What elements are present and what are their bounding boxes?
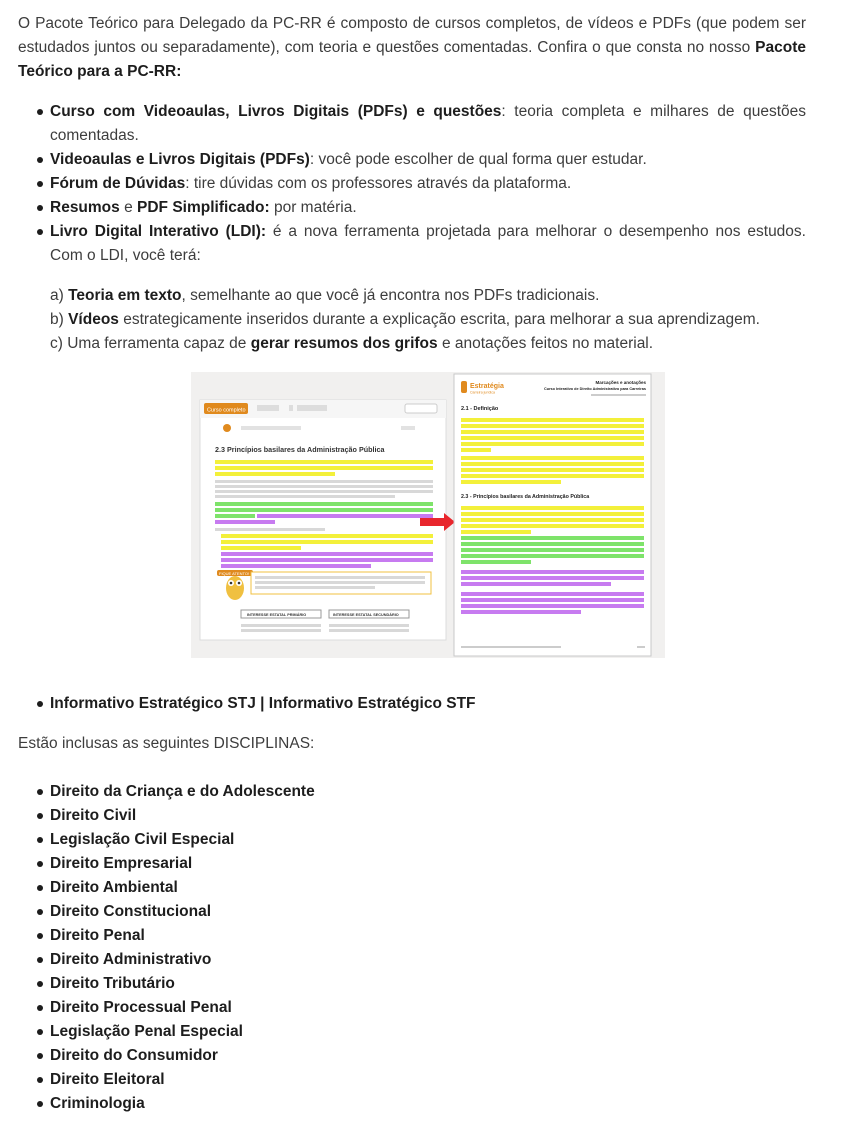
discipline-item: Direito Penal — [50, 924, 806, 948]
ldi-text: e anotações feitos no material. — [437, 335, 654, 352]
discipline-item: Direito Processual Penal — [50, 996, 806, 1020]
left-heading: 2.3 Princípios basilares da Administração Pública — [215, 445, 385, 454]
intro-bold: Pacote Teórico para a PC-RR: — [18, 39, 806, 80]
discipline-item: Direito da Criança e do Adolescente — [50, 780, 806, 804]
intro-text: O Pacote Teórico para Delegado da PC-RR é composto de cursos completos, de vídeos e PDFs (que podem ser estudados juntos ou separadamente), com teoria e questões comentadas. Confira o que consta no nosso — [18, 15, 806, 56]
ldi-item — [50, 284, 806, 308]
right-section-1: 2.1 - Definição — [461, 406, 499, 412]
discipline-item: Direito Constitucional — [50, 900, 806, 924]
left-box-right-label: INTERESSE ESTATAL SECUNDÁRIO — [333, 613, 399, 617]
feature-text: e — [119, 199, 138, 216]
play-icon — [223, 424, 231, 432]
intro-paragraph — [18, 12, 806, 84]
right-header-sub: Curso Interativo de Direito Administrativo para Carreiras — [544, 387, 646, 391]
discipline-item: Legislação Civil Especial — [50, 828, 806, 852]
discipline-item: Direito Ambiental — [50, 876, 806, 900]
feature-text: é a nova ferramenta projetada para melhorar o desempenho nos estudos. Com o LDI, você terá: — [50, 223, 806, 264]
discipline-item: Criminologia — [50, 1092, 806, 1116]
info-item — [50, 692, 806, 716]
feature-item — [50, 220, 806, 268]
ldi-text: estrategicamente inseridos durante a explicação escrita, para melhorar a sua aprendizagem. — [118, 311, 760, 328]
fique-atento-label: FIQUE ATENTO! — [219, 571, 250, 576]
features-list — [18, 100, 806, 268]
feature-bold: Fórum de Dúvidas — [50, 175, 186, 192]
discipline-item: Legislação Penal Especial — [50, 1020, 806, 1044]
ldi-sublist — [50, 284, 806, 356]
feature-text: : você pode escolher de qual forma quer estudar. — [309, 151, 647, 168]
discipline-item: Direito Civil — [50, 804, 806, 828]
feature-text: : teoria completa e milhares de questões comentadas. — [50, 103, 806, 144]
discipline-item: Direito Eleitoral — [50, 1068, 806, 1092]
feature-item — [50, 172, 806, 196]
feature-bold: Resumos — [50, 199, 120, 216]
ldi-screenshot-figure — [191, 372, 665, 658]
ldi-item — [50, 308, 806, 332]
ldi-screenshot-svg — [191, 372, 665, 658]
disciplines-list — [18, 780, 806, 1116]
feature-text: por matéria. — [269, 199, 357, 216]
right-section-2: 2.3 - Princípios basilares da Administração Pública — [461, 494, 590, 500]
feature-text: : tire dúvidas com os professores através da plataforma. — [185, 175, 572, 192]
feature-bold: PDF Simplificado: — [137, 199, 270, 216]
brand-sub: Carreira jurídica — [470, 390, 495, 395]
left-box-left-label: INTERESSE ESTATAL PRIMÁRIO — [247, 613, 307, 617]
ldi-bold: Teoria em texto — [68, 287, 182, 304]
ldi-prefix: b) — [50, 311, 69, 328]
ldi-prefix: a) — [50, 287, 69, 304]
feature-item — [50, 148, 806, 172]
feature-bold: Curso com Videoaulas, Livros Digitais (PDFs) e questões — [50, 103, 502, 120]
discipline-item: Direito Administrativo — [50, 948, 806, 972]
disciplines-intro: Estão inclusas as seguintes DISCIPLINAS: — [18, 735, 315, 752]
discipline-item: Direito Empresarial — [50, 852, 806, 876]
right-header-title: Marcações e anotações — [595, 380, 646, 385]
info-list — [18, 692, 806, 716]
ldi-text: , semelhante ao que você já encontra nos PDFs tradicionais. — [181, 287, 600, 304]
feature-item — [50, 196, 806, 220]
feature-item — [50, 100, 806, 148]
ldi-prefix: c) Uma ferramenta capaz de — [50, 335, 251, 352]
ldi-item — [50, 332, 806, 356]
info-item-label: Informativo Estratégico STJ | Informativo Estratégico STF — [50, 695, 476, 712]
brand-logo-icon — [461, 381, 467, 393]
ldi-bold: gerar resumos dos grifos — [250, 335, 438, 352]
brand-name: Estratégia — [470, 383, 504, 390]
ldi-bold: Vídeos — [68, 311, 119, 328]
left-tab-label: Curso completo — [207, 407, 246, 414]
feature-bold: Videoaulas e Livros Digitais (PDFs) — [50, 151, 310, 168]
discipline-item: Direito Tributário — [50, 972, 806, 996]
discipline-item: Direito do Consumidor — [50, 1044, 806, 1068]
owl-mascot-icon — [226, 576, 244, 600]
feature-bold: Livro Digital Interativo (LDI): — [50, 223, 267, 240]
